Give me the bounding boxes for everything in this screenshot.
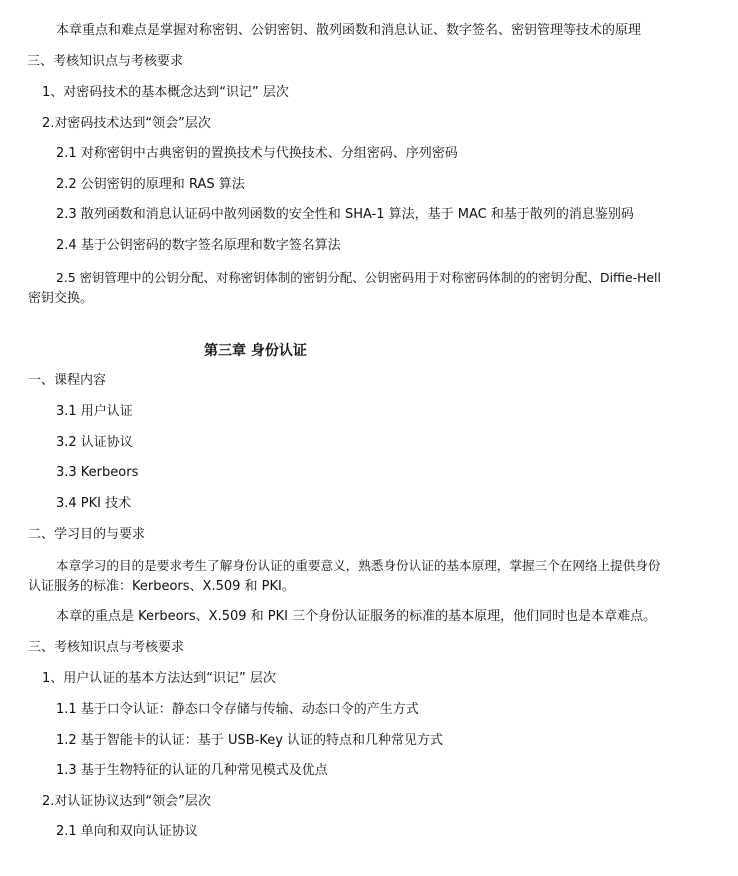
list-item-2-5: 2.5 密钥管理中的公钥分配、对称密钥体制的密钥分配、公钥密码用于对称密码体制的的密钥分配、Diffie-Hell	[56, 270, 661, 285]
list-item-3-2: 3.2 认证协议	[56, 435, 133, 450]
list-item-basic-concepts: 1、对密码技术的基本概念达到“识记” 层次	[42, 85, 289, 100]
list-item-user-auth: 1、用户认证的基本方法达到“识记” 层次	[42, 671, 276, 686]
paragraph-chapter-focus: 本章的重点是 Kerbeors、X.509 和 PKI 三个身份认证服务的标准的基本原理，他们同时也是本章难点。	[56, 609, 657, 624]
section-heading-learning-goals: 二、学习目的与要求	[28, 527, 146, 542]
section-heading-exam-requirements: 三、考核知识点与考核要求	[27, 54, 184, 69]
list-item-1-2: 1.2 基于智能卡的认证：基于 USB-Key 认证的特点和几种常见方式	[56, 733, 444, 748]
list-item-2-2: 2.2 公钥密钥的原理和 RAS 算法	[56, 177, 245, 192]
list-item-2-5-continued: 密钥交换。	[28, 291, 94, 306]
section-heading-exam-requirements-2: 三、考核知识点与考核要求	[28, 640, 185, 655]
section-heading-course-content: 一、课程内容	[28, 373, 107, 388]
list-item-2-1: 2.1 对称密钥中古典密钥的置换技术与代换技术、分组密码、序列密码	[56, 146, 458, 161]
list-item-2-4: 2.4 基于公钥密码的数字签名原理和数字签名算法	[56, 238, 341, 253]
list-item-3-1: 3.1 用户认证	[56, 404, 133, 419]
chapter-title: 第三章 身份认证	[204, 343, 307, 359]
paragraph-key-points: 本章重点和难点是掌握对称密钥、公钥密钥、散列函数和消息认证、数字签名、密钥管理等技术的原理	[56, 23, 642, 38]
paragraph-learning-goals: 本章学习的目的是要求考生了解身份认证的重要意义，熟悉身份认证的基本原理，掌握三个在网络上提供身份	[56, 558, 661, 573]
list-item-1-1: 1.1 基于口令认证：静态口令存储与传输、动态口令的产生方式	[56, 702, 419, 717]
list-item-2-1-protocols: 2.1 单向和双向认证协议	[56, 824, 198, 839]
list-item-crypto-understanding: 2.对密码技术达到“领会”层次	[42, 116, 211, 131]
list-item-auth-protocols: 2.对认证协议达到“领会”层次	[42, 794, 211, 809]
list-item-3-4: 3.4 PKI 技术	[56, 496, 132, 511]
paragraph-learning-goals-continued: 认证服务的标准：Kerbeors、X.509 和 PKI。	[28, 579, 295, 594]
list-item-3-3: 3.3 Kerbeors	[56, 465, 139, 480]
list-item-2-3: 2.3 散列函数和消息认证码中散列函数的安全性和 SHA-1 算法，基于 MAC 和基于散列的消息鉴别码	[56, 207, 634, 222]
list-item-1-3: 1.3 基于生物特征的认证的几种常见模式及优点	[56, 763, 328, 778]
